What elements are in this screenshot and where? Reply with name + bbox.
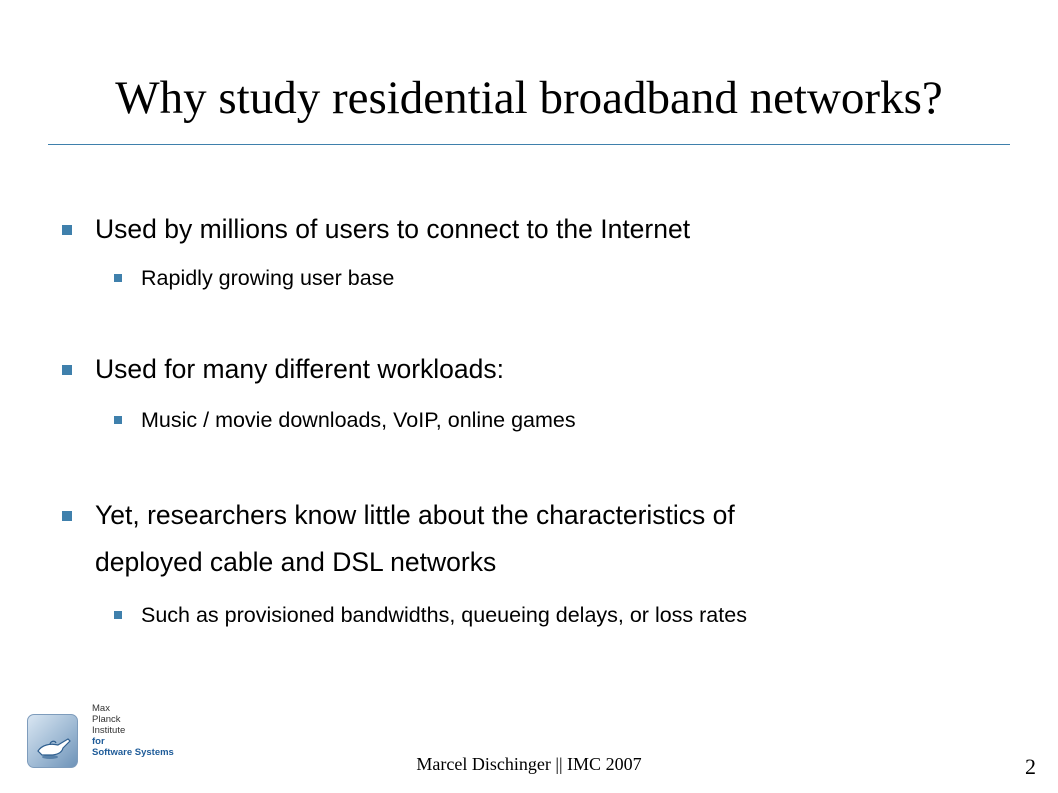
logo-line: Planck [92, 714, 121, 725]
slide-title: Why study residential broadband networks? [115, 72, 943, 124]
square-bullet-icon [114, 416, 122, 424]
bullet-text: Yet, researchers know little about the characteristics of [95, 500, 735, 530]
title-divider [48, 144, 1010, 145]
bullet-text: Used for many different workloads: [95, 354, 504, 384]
sub-bullet-text: Music / movie downloads, VoIP, online games [141, 408, 576, 432]
bullet-text: Used by millions of users to connect to the Internet [95, 214, 691, 244]
logo-line: Max [92, 703, 110, 714]
page-number: 2 [1025, 754, 1036, 779]
logo-line: Software Systems [92, 747, 174, 758]
square-bullet-icon [114, 611, 122, 619]
square-bullet-icon [114, 274, 122, 282]
logo-line: for [92, 736, 105, 747]
square-bullet-icon [62, 511, 72, 521]
sub-bullet-text: Rapidly growing user base [141, 266, 395, 290]
logo-text [92, 703, 174, 758]
square-bullet-icon [62, 225, 72, 235]
logo-line: Institute [92, 725, 126, 736]
bullet-text: deployed cable and DSL networks [95, 547, 497, 577]
square-bullet-icon [62, 365, 72, 375]
footer-text: Marcel Dischinger || IMC 2007 [416, 754, 642, 774]
sub-bullet-text: Such as provisioned bandwidths, queueing delays, or loss rates [141, 603, 747, 627]
